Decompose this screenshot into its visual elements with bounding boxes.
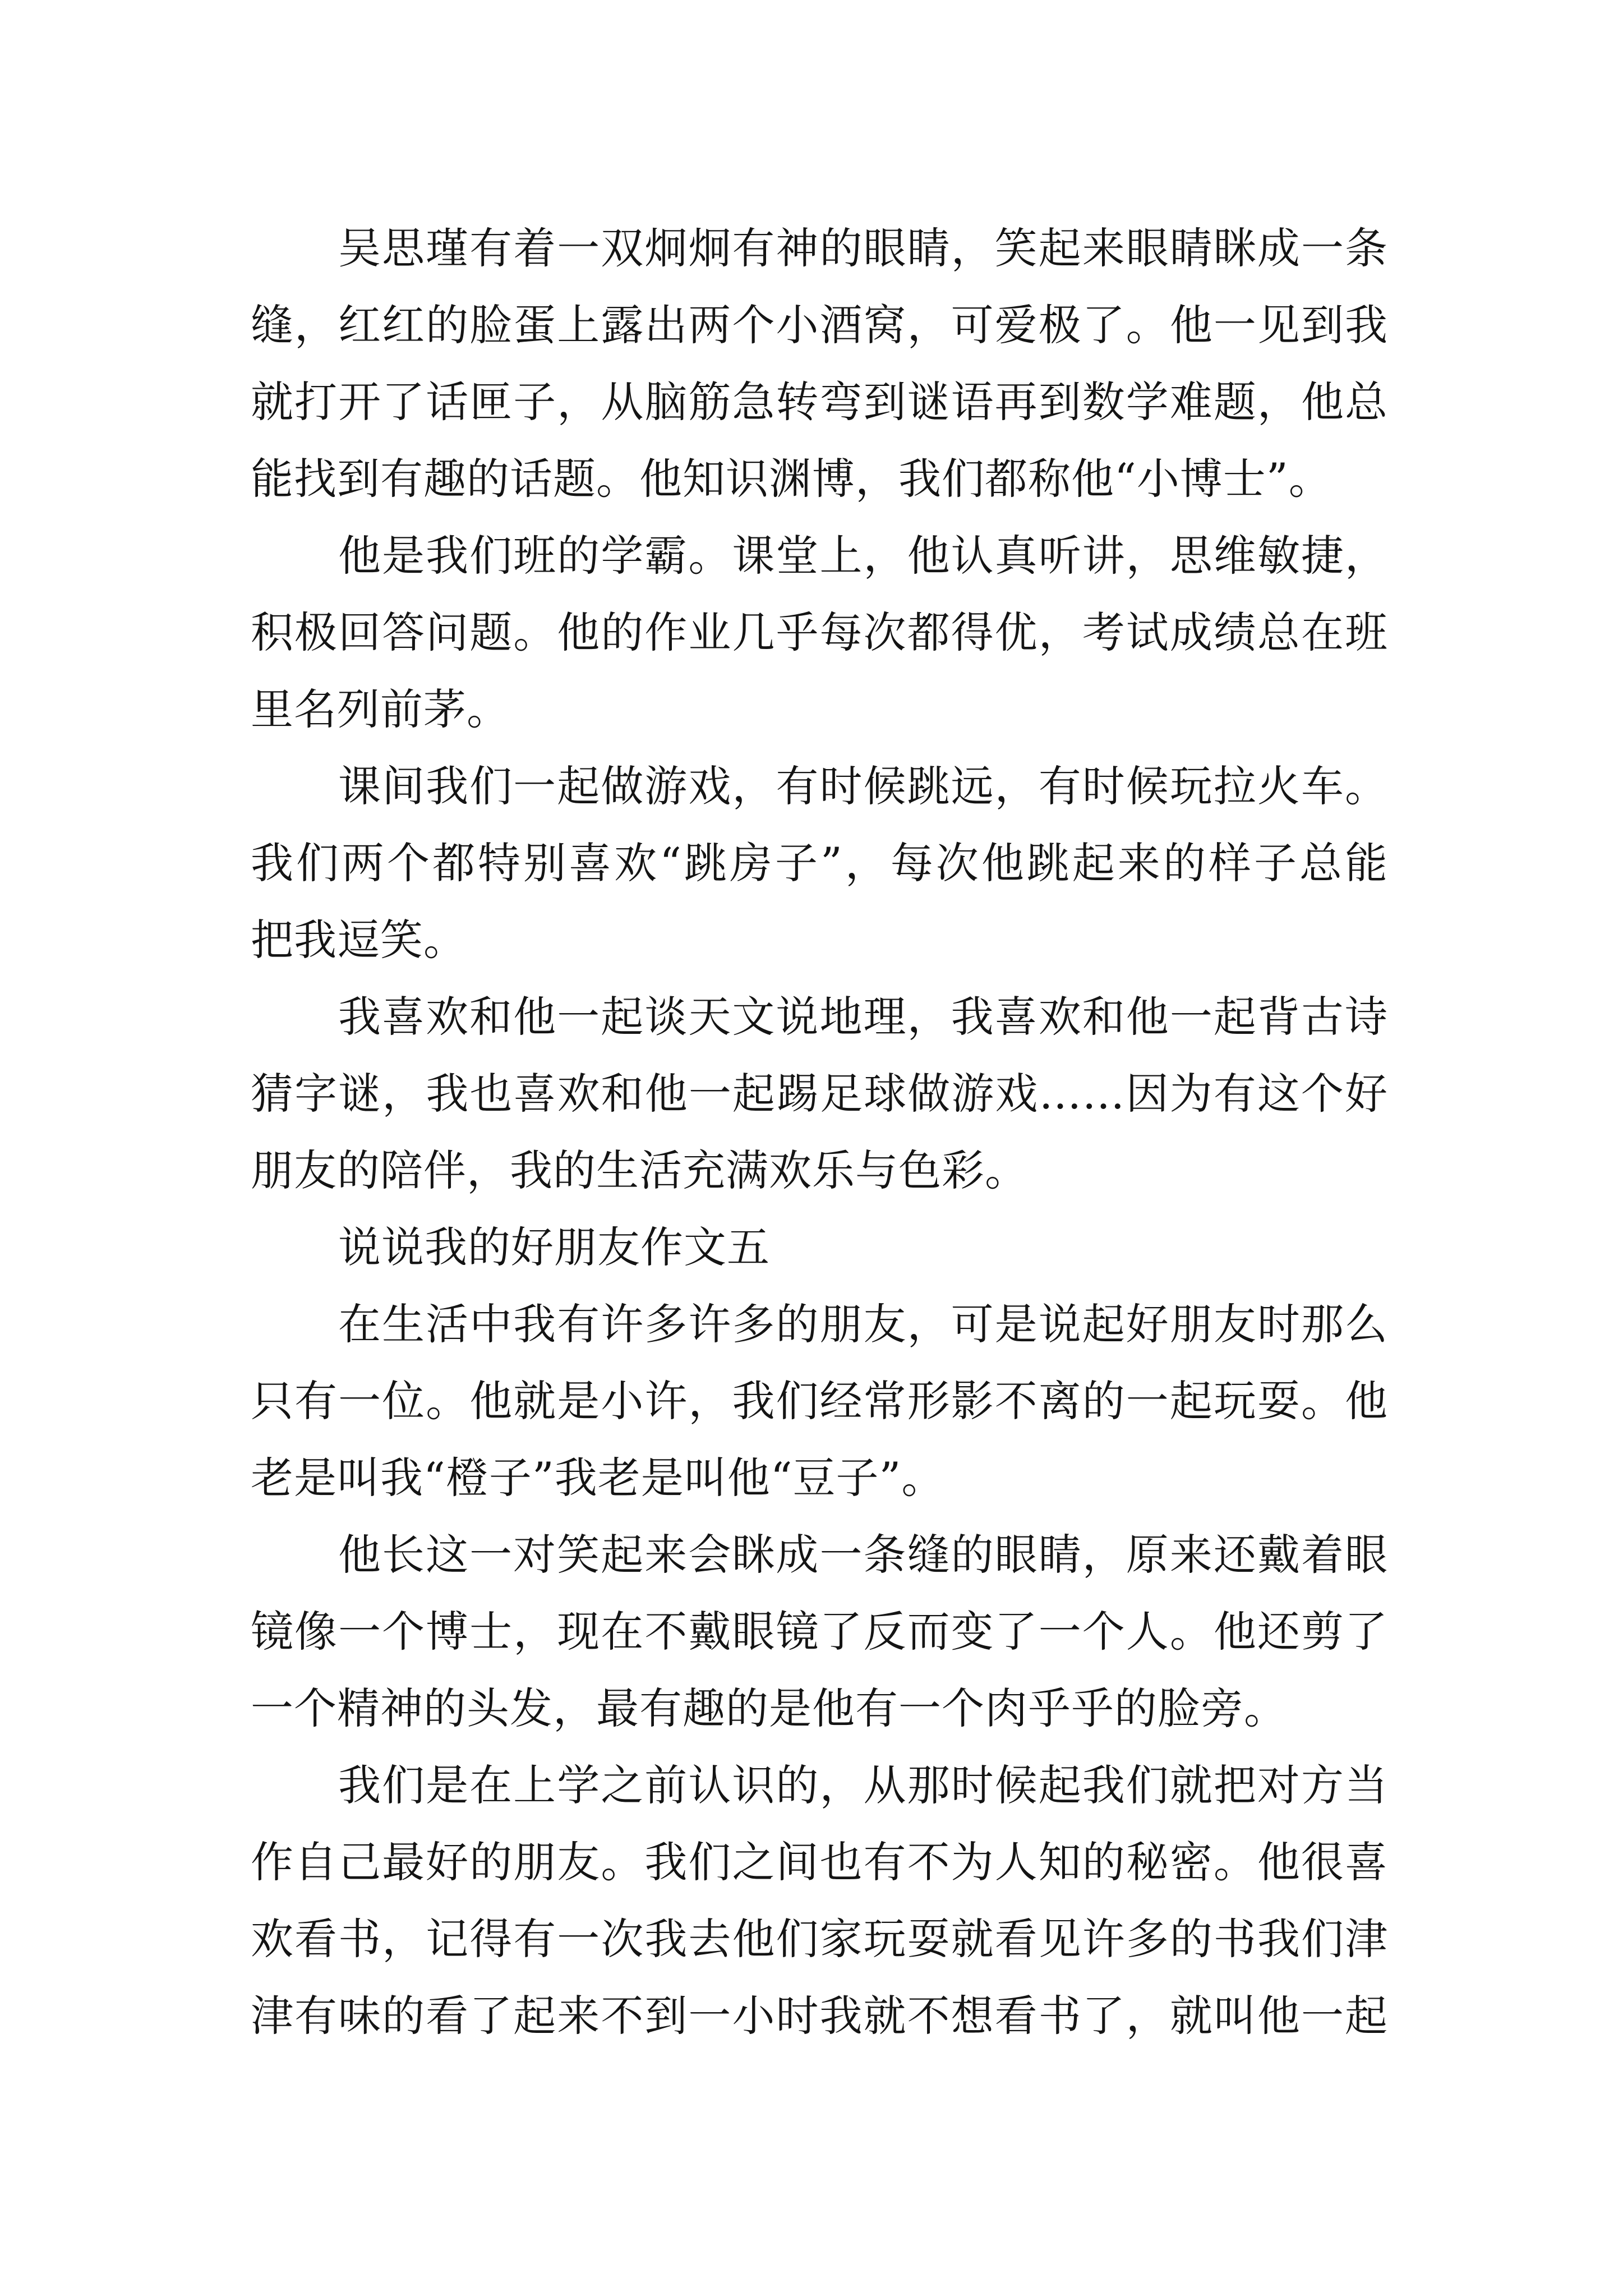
text-line: 我喜欢和他一起谈天文说地理，我喜欢和他一起背古诗 xyxy=(338,992,1388,1042)
text-line: 津有味的看了起来不到一小时我就不想看书了，就叫他一起 xyxy=(251,1991,1388,2041)
text-line: 把我逗笑。 xyxy=(251,915,467,965)
text-line: 一个精神的头发，最有趣的是他有一个肉乎乎的脸旁。 xyxy=(251,1683,1287,1733)
text-line: 吴思瑾有着一双炯炯有神的眼睛，笑起来眼睛眯成一条 xyxy=(338,223,1388,273)
text-line: 作自己最好的朋友。我们之间也有不为人知的秘密。他很喜 xyxy=(251,1837,1388,1887)
text-line: 欢看书，记得有一次我去他们家玩耍就看见许多的书我们津 xyxy=(251,1914,1388,1964)
paragraph xyxy=(251,978,1388,1209)
text-line: 课间我们一起做游戏，有时候跳远，有时候玩拉火车。 xyxy=(338,761,1388,811)
text-line: 只有一位。他就是小许，我们经常形影不离的一起玩耍。他 xyxy=(251,1376,1388,1426)
text-line: 朋友的陪伴，我的生活充满欢乐与色彩。 xyxy=(251,1145,1028,1195)
text-line: 镜像一个博士，现在不戴眼镜了反而变了一个人。他还剪了 xyxy=(251,1607,1388,1657)
text-line: 里名列前茅。 xyxy=(251,684,510,734)
section-title: 说说我的好朋友作文五 xyxy=(338,1222,770,1272)
paragraph xyxy=(251,517,1388,748)
paragraph xyxy=(251,748,1388,978)
text-line: 我们是在上学之前认识的，从那时候起我们就把对方当 xyxy=(338,1760,1388,1810)
text-line: 我们两个都特别喜欢“跳房子”，每次他跳起来的样子总能 xyxy=(251,838,1388,888)
paragraph xyxy=(251,1286,1388,1516)
paragraph xyxy=(251,1516,1388,1747)
text-line: 他长这一对笑起来会眯成一条缝的眼睛，原来还戴着眼 xyxy=(338,1530,1388,1580)
text-line: 积极回答问题。他的作业几乎每次都得优，考试成绩总在班 xyxy=(251,608,1388,657)
paragraph xyxy=(251,210,1388,517)
paragraph xyxy=(251,1747,1388,2054)
document-body xyxy=(251,210,1388,2054)
text-line: 他是我们班的学霸。课堂上，他认真听讲，思维敏捷， xyxy=(338,531,1388,581)
text-line: 能找到有趣的话题。他知识渊博，我们都称他“小博士”。 xyxy=(251,454,1332,504)
text-line: 老是叫我“橙子”我老是叫他“豆子”。 xyxy=(251,1453,945,1503)
text-line: 猜字谜，我也喜欢和他一起踢足球做游戏……因为有这个好 xyxy=(251,1069,1388,1119)
text-line: 在生活中我有许多许多的朋友，可是说起好朋友时那么 xyxy=(338,1299,1388,1349)
text-line: 就打开了话匣子，从脑筋急转弯到谜语再到数学难题，他总 xyxy=(251,377,1388,427)
text-line: 缝，红红的脸蛋上露出两个小酒窝，可爱极了。他一见到我 xyxy=(251,300,1388,350)
